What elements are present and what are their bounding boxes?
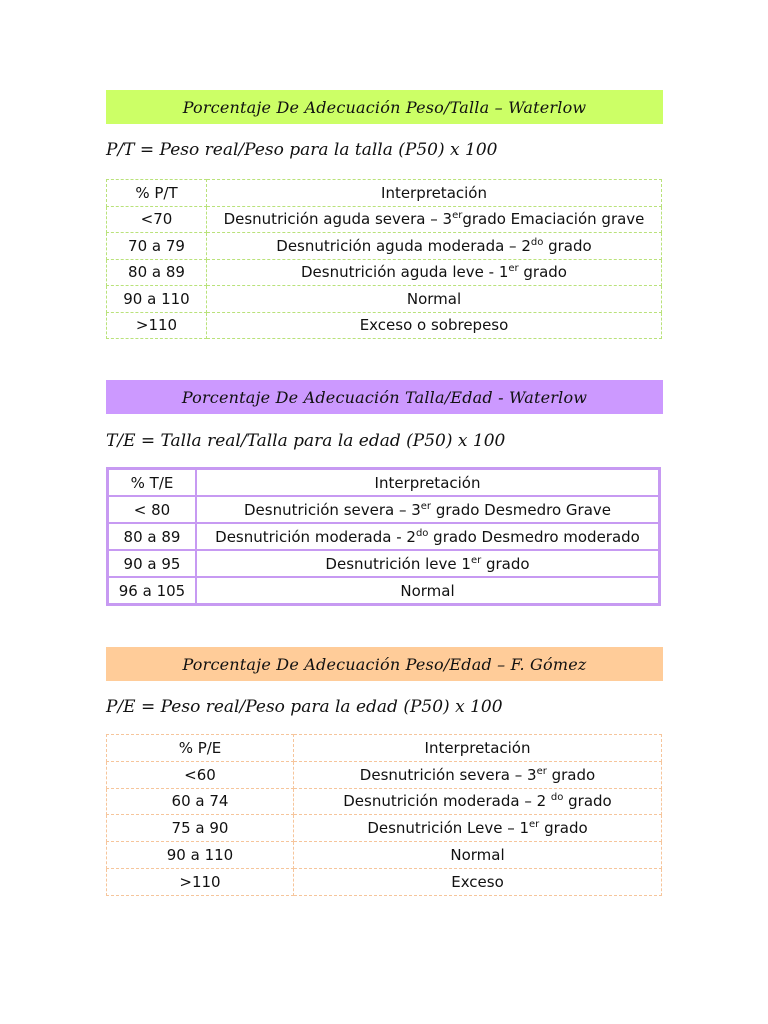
- row-range: <60: [107, 761, 294, 788]
- row-interpretation: Desnutrición aguda moderada – $2^{do}$ grado: [207, 233, 662, 260]
- row-interpretation: Normal: [196, 577, 659, 604]
- row-range: 75 a 90: [107, 815, 294, 842]
- row-range: 90 a 110: [107, 842, 294, 869]
- table-row: [107, 842, 662, 869]
- table-row: [107, 788, 662, 815]
- table-row: [107, 815, 662, 842]
- section-1-title-band: [106, 90, 663, 124]
- table-row: [107, 286, 662, 313]
- table-row: [107, 868, 662, 895]
- header-range: % P/T: [107, 180, 207, 207]
- table-row: [107, 233, 662, 260]
- row-range: 96 a 105: [108, 577, 196, 604]
- row-interpretation: Desnutrición moderada – 2 $^{do}$ grado: [294, 788, 662, 815]
- section-2-title: Porcentaje De Adecuación Talla/Edad - Waterlow: [181, 387, 588, 407]
- header-range: % T/E: [108, 469, 196, 496]
- table-header-row: [107, 735, 662, 762]
- row-range: 80 a 89: [108, 523, 196, 550]
- row-interpretation: Desnutrición Leve – 1er grado: [294, 815, 662, 842]
- row-interpretation: Desnutrición severa – 3er grado Desmedro Grave: [196, 496, 659, 523]
- header-range: % P/E: [107, 735, 294, 762]
- section-3-table: [106, 734, 662, 896]
- row-interpretation: Desnutrición moderada - $2^{do}$ grado Desmedro moderado: [196, 523, 659, 550]
- section-3-title-band: [106, 647, 663, 681]
- section-2-title-band: [106, 380, 663, 414]
- section-3-formula: P/E = Peso real/Peso para la edad (P50) x 100: [106, 697, 503, 717]
- row-interpretation: Exceso: [294, 868, 662, 895]
- row-range: 70 a 79: [107, 233, 207, 260]
- row-range: >110: [107, 312, 207, 339]
- row-range: 80 a 89: [107, 259, 207, 286]
- row-interpretation: Normal: [207, 286, 662, 313]
- row-interpretation: Desnutrición aguda leve - 1er grado: [207, 259, 662, 286]
- table-row: [108, 523, 659, 550]
- section-2-formula: T/E = Talla real/Talla para la edad (P50) x 100: [106, 431, 506, 451]
- row-interpretation: Desnutrición aguda severa – 3ergrado Emaciación grave: [207, 206, 662, 233]
- row-interpretation: Desnutrición severa – 3er grado: [294, 761, 662, 788]
- row-interpretation: Normal: [294, 842, 662, 869]
- row-range: >110: [107, 868, 294, 895]
- row-interpretation: Desnutrición leve 1er grado: [196, 550, 659, 577]
- table-header-row: [108, 469, 659, 496]
- table-row: [107, 259, 662, 286]
- row-range: 90 a 95: [108, 550, 196, 577]
- section-3-title: Porcentaje De Adecuación Peso/Edad – F. Gómez: [182, 654, 587, 674]
- table-row: [107, 312, 662, 339]
- table-row: [107, 761, 662, 788]
- row-range: < 80: [108, 496, 196, 523]
- table-row: [108, 496, 659, 523]
- section-1-title: Porcentaje De Adecuación Peso/Talla – Waterlow: [182, 97, 587, 117]
- table-row: [108, 550, 659, 577]
- table-header-row: [107, 180, 662, 207]
- table-row: [108, 577, 659, 604]
- row-range: 60 a 74: [107, 788, 294, 815]
- row-interpretation: Exceso o sobrepeso: [207, 312, 662, 339]
- row-range: 90 a 110: [107, 286, 207, 313]
- row-range: <70: [107, 206, 207, 233]
- header-interpretation: Interpretación: [207, 180, 662, 207]
- section-1-table: [106, 179, 662, 339]
- section-1-formula: P/T = Peso real/Peso para la talla (P50) x 100: [106, 140, 498, 160]
- table-row: [107, 206, 662, 233]
- header-interpretation: Interpretación: [294, 735, 662, 762]
- header-interpretation: Interpretación: [196, 469, 659, 496]
- section-2-table: [106, 467, 661, 606]
